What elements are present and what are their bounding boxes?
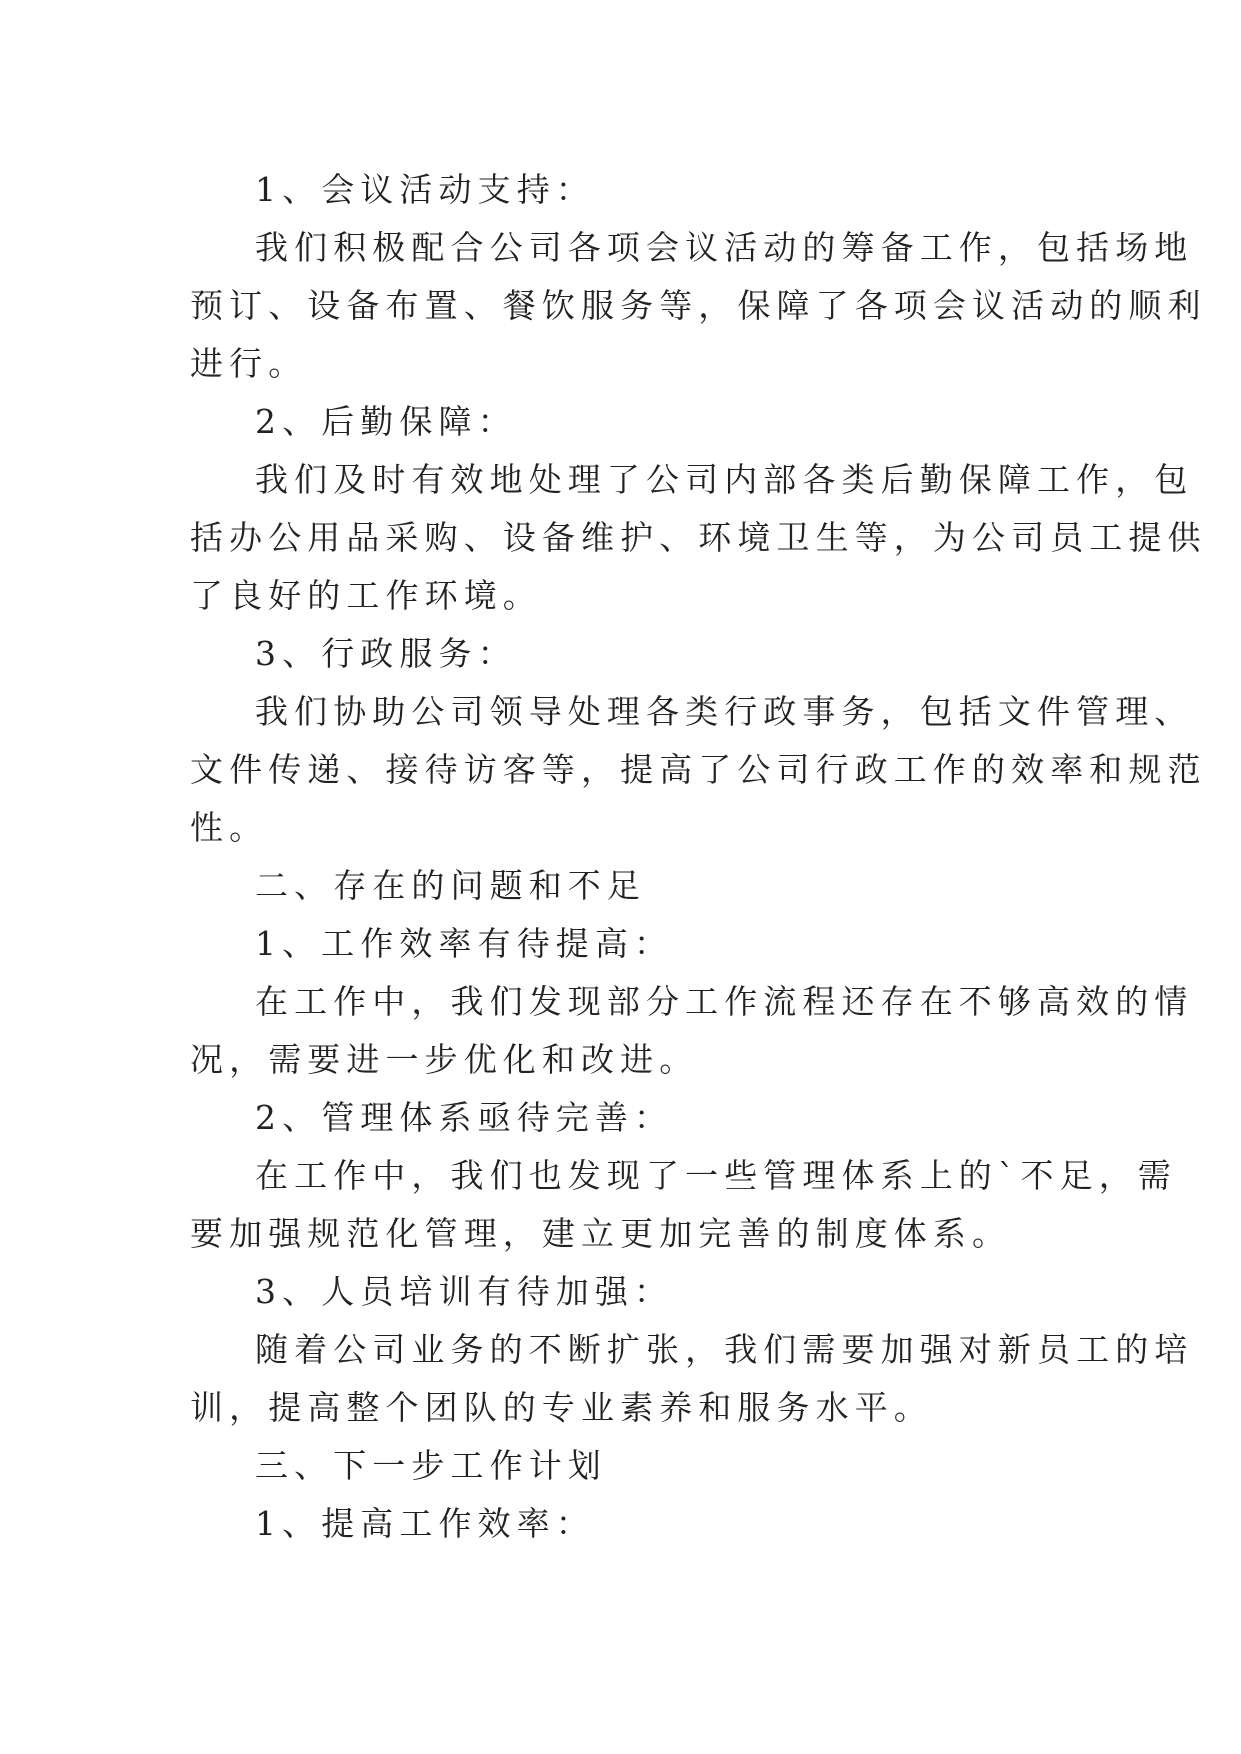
paragraph-line: 括办公用品采购、设备维护、环境卫生等，为公司员工提供: [190, 518, 1207, 557]
section-heading-meeting-support: 1、会议活动支持：: [255, 170, 595, 209]
section-heading-admin-service: 3、行政服务：: [255, 634, 517, 673]
paragraph-line: 训，提高整个团队的专业素养和服务水平。: [190, 1388, 933, 1427]
paragraph-line: 预订、设备布置、餐饮服务等，保障了各项会议活动的顺利: [190, 286, 1207, 325]
paragraph-line: 在工作中，我们也发现了一些管理体系上的`不足，需: [255, 1156, 1177, 1195]
paragraph-line: 了良好的工作环境。: [190, 576, 542, 615]
paragraph-line: 我们积极配合公司各项会议活动的筹备工作，包括场地: [255, 228, 1194, 267]
paragraph-line: 我们及时有效地处理了公司内部各类后勤保障工作，包: [255, 460, 1194, 499]
paragraph-line: 进行。: [190, 344, 308, 383]
paragraph-line: 要加强规范化管理，建立更加完善的制度体系。: [190, 1214, 1012, 1253]
chapter-heading-next-plan: 三、下一步工作计划: [255, 1446, 607, 1485]
paragraph-line: 性。: [190, 808, 269, 847]
section-heading-logistics: 2、后勤保障：: [255, 402, 517, 441]
section-heading-efficiency: 1、工作效率有待提高：: [255, 924, 674, 963]
paragraph-line: 在工作中，我们发现部分工作流程还存在不够高效的情: [255, 982, 1194, 1021]
paragraph-line: 况，需要进一步优化和改进。: [190, 1040, 699, 1079]
paragraph-line: 随着公司业务的不断扩张，我们需要加强对新员工的培: [255, 1330, 1194, 1369]
section-heading-training: 3、人员培训有待加强：: [255, 1272, 674, 1311]
paragraph-line: 我们协助公司领导处理各类行政事务，包括文件管理、: [255, 692, 1194, 731]
chapter-heading-problems: 二、存在的问题和不足: [255, 866, 646, 905]
section-heading-improve-efficiency: 1、提高工作效率：: [255, 1504, 595, 1543]
paragraph-line: 文件传递、接待访客等，提高了公司行政工作的效率和规范: [190, 750, 1207, 789]
section-heading-management-system: 2、管理体系亟待完善：: [255, 1098, 674, 1137]
